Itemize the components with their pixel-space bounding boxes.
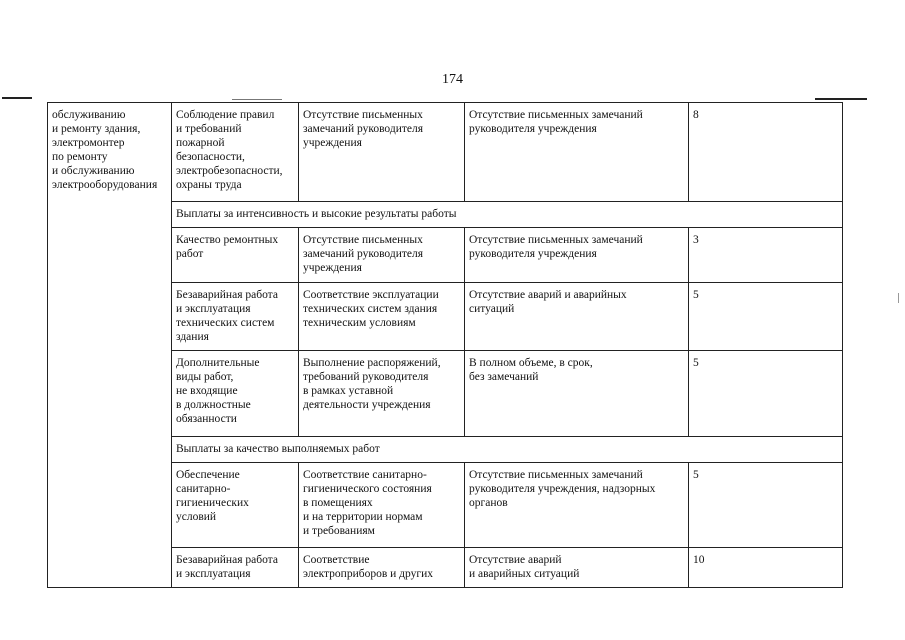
section-title: Выплаты за качество выполняемых работ (172, 437, 843, 463)
points-cell: 3 (689, 228, 843, 283)
points-cell: 8 (689, 103, 843, 202)
indicator-cell: Отсутствие письменных замечаний руководителя учреждения (465, 103, 689, 202)
condition-cell: Соответствие электроприборов и других (299, 548, 465, 588)
criterion-cell: Соблюдение правил и требований пожарной безопасности, электробезопасности, охраны труда (172, 103, 299, 202)
table-row (48, 103, 843, 202)
scan-mark-left (2, 97, 32, 99)
condition-cell: Соответствие санитарно- гигиенического состояния в помещениях и на территории нормам и требованиям (299, 463, 465, 548)
remuneration-criteria-table (47, 102, 843, 588)
criterion-cell: Безаварийная работа и эксплуатация технических систем здания (172, 283, 299, 351)
scan-mark-right (815, 98, 867, 100)
indicator-cell: Отсутствие письменных замечаний руководителя учреждения (465, 228, 689, 283)
condition-cell: Отсутствие письменных замечаний руководителя учреждения (299, 228, 465, 283)
scan-mark-edge (898, 293, 899, 303)
points-cell: 5 (689, 283, 843, 351)
criterion-cell: Обеспечение санитарно- гигиенических условий (172, 463, 299, 548)
indicator-cell: Отсутствие аварий и аварийных ситуаций (465, 283, 689, 351)
criterion-cell: Безаварийная работа и эксплуатация (172, 548, 299, 588)
points-cell: 10 (689, 548, 843, 588)
criterion-cell: Качество ремонтных работ (172, 228, 299, 283)
page-number: 174 (442, 72, 463, 87)
section-title: Выплаты за интенсивность и высокие результаты работы (172, 202, 843, 228)
position-cell: обслуживанию и ремонту здания, электромонтер по ремонту и обслуживанию электрооборудования (48, 103, 172, 588)
indicator-cell: В полном объеме, в срок, без замечаний (465, 351, 689, 437)
points-cell: 5 (689, 463, 843, 548)
scan-mark-center (232, 99, 282, 100)
condition-cell: Отсутствие письменных замечаний руководителя учреждения (299, 103, 465, 202)
criterion-cell: Дополнительные виды работ, не входящие в должностные обязанности (172, 351, 299, 437)
indicator-cell: Отсутствие аварий и аварийных ситуаций (465, 548, 689, 588)
indicator-cell: Отсутствие письменных замечаний руководителя учреждения, надзорных органов (465, 463, 689, 548)
condition-cell: Выполнение распоряжений, требований руководителя в рамках уставной деятельности учреждения (299, 351, 465, 437)
points-cell: 5 (689, 351, 843, 437)
condition-cell: Соответствие эксплуатации технических систем здания техническим условиям (299, 283, 465, 351)
